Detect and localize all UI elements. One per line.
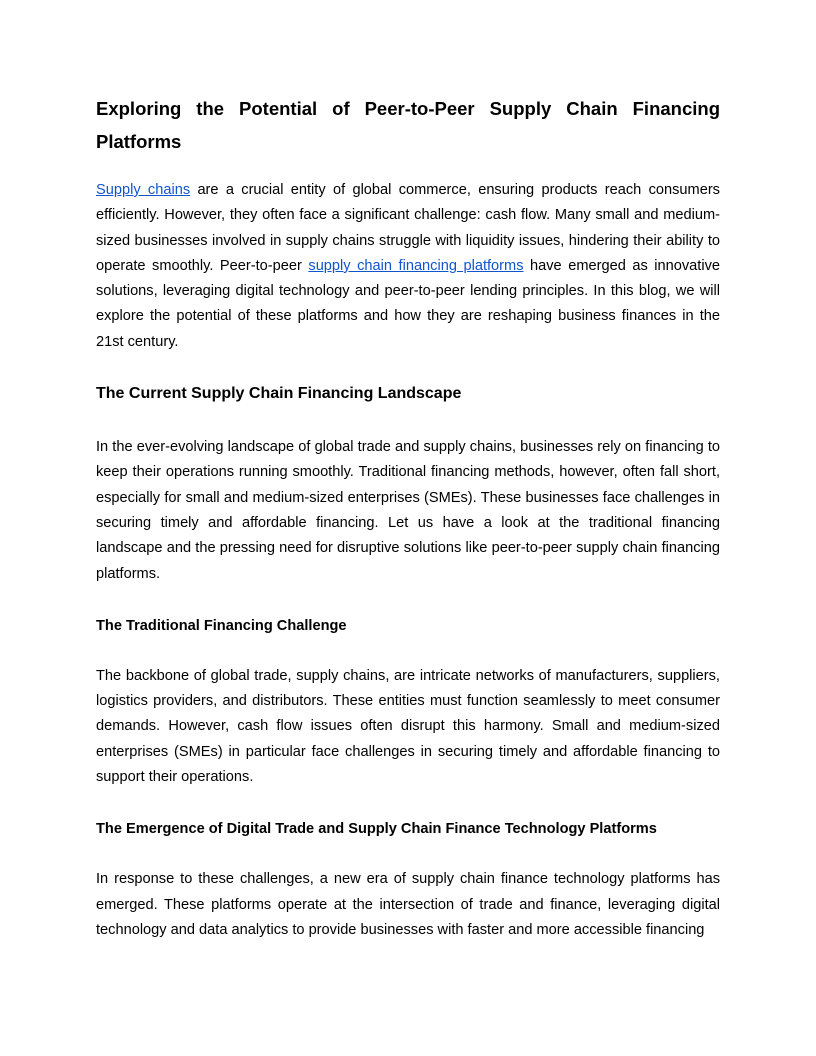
section-heading-traditional: The Traditional Financing Challenge [96, 617, 347, 634]
title-line-2: Platforms [96, 131, 182, 152]
section-heading-emergence: The Emergence of Digital Trade and Supply Chain Finance Technology Platforms [96, 821, 657, 838]
supply-chains-link[interactable]: Supply chains [96, 182, 191, 198]
section-body-emergence: In response to these challenges, a new era of supply chain finance technology platforms has emerged. These platforms operate at the intersection of trade and finance, leveraging digital technology and data analytics to provide businesses with faster and more accessible financing [96, 871, 720, 938]
document-page [96, 92, 720, 943]
document-title [96, 92, 720, 158]
intro-paragraph [96, 178, 720, 355]
intro-text-2: have emerged as innovative solutions, leveraging digital technology and peer-to-peer lending principles. In this blog, we will explore the potential of these platforms and how they are reshaping business finances in the 21st century. [96, 257, 720, 350]
section-body-landscape: In the ever-evolving landscape of global trade and supply chains, businesses rely on financing to keep their operations running smoothly. Traditional financing methods, however, often fall short, especially for small and medium-sized enterprises (SMEs). These businesses face challenges in securing timely and affordable financing. Let us have a look at the traditional financing landscape and the pressing need for disruptive solutions like peer-to-peer supply chain financing platforms. [96, 439, 720, 582]
section-body-traditional: The backbone of global trade, supply chains, are intricate networks of manufacturers, suppliers, logistics providers, and distributors. These entities must function seamlessly to meet consumer demands. However, cash flow issues often disrupt this harmony. Small and medium-sized enterprises (SMEs) in particular face challenges in securing timely and affordable financing to support their operations. [96, 667, 720, 786]
section-heading-landscape: The Current Supply Chain Financing Landscape [96, 385, 462, 403]
intro-text-1: are a crucial entity of global commerce, ensuring products reach consumers efficiently. However, they often face a significant challenge: cash flow. Many small and medium-sized businesses involved in supply chains struggle with liquidity issues, hindering their ability to operate smoothly. Peer-to-peer [96, 182, 720, 274]
supply-chain-financing-platforms-link[interactable]: supply chain financing platforms [308, 257, 524, 274]
title-line-1: Exploring the Potential of Peer-to-Peer Supply Chain Financing [96, 98, 720, 119]
